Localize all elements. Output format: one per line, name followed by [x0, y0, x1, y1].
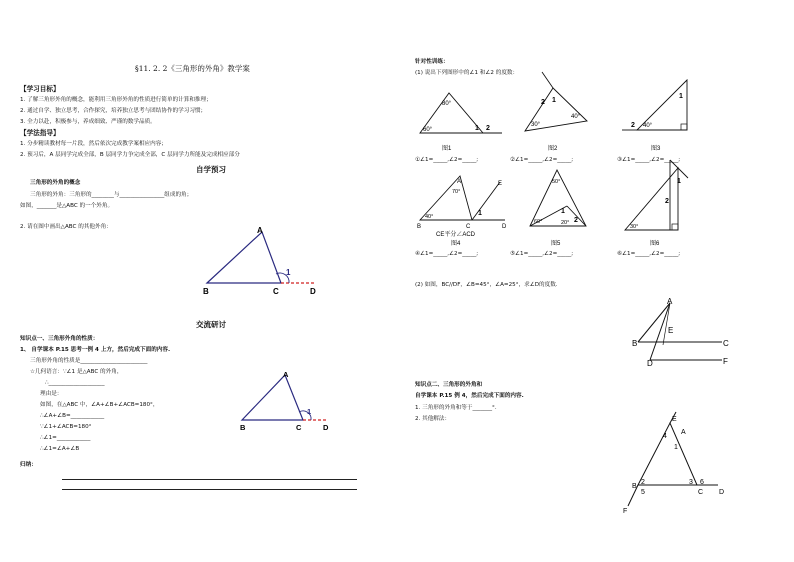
figure-label: 40° — [643, 123, 653, 129]
figure-label: 图5 — [551, 241, 561, 247]
reason-line: ∴∠A+∠B=____________ — [40, 413, 105, 419]
example-line: 如图，_______是△ABC 的一个外角。 — [20, 203, 114, 209]
reason-title: 理由是： — [40, 391, 63, 397]
answer-line: ①∠1=_____,∠2=_____; — [415, 157, 479, 163]
answer-line: ③∠1=_____,∠2=_____; — [617, 157, 681, 163]
figure-label: 3 — [689, 479, 693, 486]
goal-item: 1. 了解三角形外角的概念，能利用三角形外角的性质进行简单的计算和推理； — [20, 97, 212, 103]
figure-label: D — [502, 224, 507, 230]
answer-line: ⑥∠1=_____,∠2=_____; — [617, 251, 681, 257]
figure-label: 2 — [541, 99, 545, 106]
figure-label: 1 — [677, 178, 681, 185]
practice-title: 针对性训练： — [415, 59, 449, 65]
figure-label: E — [668, 326, 674, 335]
summary-label: 归纳： — [20, 462, 37, 468]
property-line: 三角形外角的性质是________________________ — [30, 358, 148, 364]
practice-q1: (1) 说出下列图形中的∠1 和∠2 的度数： — [415, 70, 519, 76]
label-d: D — [323, 423, 329, 432]
kp2-question-2: 2. 其他解法： — [415, 416, 451, 422]
goal-item: 2. 通过自学、独立思考，合作探究，培养独立思考与团结协作的学习习惯； — [20, 108, 207, 114]
figure-label: F — [623, 508, 628, 515]
figure-label: C — [723, 339, 729, 348]
figure-label: F — [723, 357, 728, 366]
method-item: 1. 分步精读教材每一片段，然后依次完成教学案相应内容； — [20, 141, 167, 147]
angle-1: 1 — [307, 407, 312, 416]
figure-label: 80° — [442, 101, 452, 107]
kp2-title: 知识点二、三角形的外角和 — [415, 382, 483, 388]
figure-label: 50° — [552, 179, 561, 185]
figure-label: 图2 — [548, 146, 558, 152]
figure-label: 图3 — [651, 146, 661, 152]
figure-label: 2 — [641, 479, 645, 486]
concept-title: 三角形的外角的概念 — [30, 180, 81, 186]
reason-line: 如图，在△ABC 中，∠A+∠B+∠ACB=180°， — [40, 402, 159, 408]
figure-label: 5 — [641, 489, 645, 496]
exchange-heading: 交流研讨 — [196, 320, 226, 329]
answer-line: ⑤∠1=_____,∠2=_____; — [510, 251, 574, 257]
answer-line: ②∠1=_____,∠2=_____; — [510, 157, 574, 163]
figure-label: 40° — [425, 214, 434, 220]
figure-label: C — [698, 489, 704, 496]
figure-label: C — [466, 224, 471, 230]
method-item: 2. 预习后，A 层同学完成全部，B 层同学力争完成全部，C 层同学力所能及完成相应部分 — [20, 152, 240, 158]
goal-item: 3. 全力以赴，积极参与，养成细致、严谨的数学品质。 — [20, 119, 156, 125]
page-title: §11. 2. 2《三角形的外角》教学案 — [135, 64, 250, 73]
figure-label: 1 — [674, 444, 678, 451]
reason-line: ∴∠1=∠A+∠B — [40, 446, 80, 452]
figure-label: D — [647, 359, 653, 368]
therefore-line: ∴____________________ — [45, 380, 105, 386]
figure-label: 1 — [552, 97, 556, 104]
figure-label: 1 — [478, 210, 482, 217]
figure-label: A — [667, 297, 673, 306]
figure-label: 1 — [679, 93, 683, 100]
figure-label: 60° — [423, 127, 433, 133]
practice-q2: (2) 如图，BC//DF，∠B=45°，∠A=25°，求∠D的度数. — [415, 282, 558, 288]
figure-label: A — [457, 179, 462, 185]
figure-label: 60° — [534, 219, 543, 225]
figure-label: 2 — [665, 198, 669, 205]
figure-label: 2 — [486, 125, 490, 132]
figure-label: B — [417, 224, 422, 230]
question-2: 2. 请在图中画出△ABC 的其他外角： — [20, 224, 112, 230]
angle-1: 1 — [286, 268, 291, 277]
figure-label: 70° — [452, 189, 461, 195]
figure-label: 30° — [531, 122, 541, 128]
label-a: A — [257, 226, 263, 235]
figure-label: 2 — [631, 122, 635, 129]
geo-language: ☆几何语言：∵∠1 是△ABC 的外角， — [30, 369, 123, 375]
kp2-question-1: 1. 三角形的外角和等于_______°. — [415, 405, 497, 411]
label-c: C — [273, 287, 279, 296]
method-title: 【学法指导】 — [20, 129, 60, 137]
figure-label: A — [681, 429, 686, 436]
figure-label: 图4 — [451, 241, 461, 247]
figure-label: 4 — [663, 433, 667, 440]
label-b: B — [203, 287, 209, 296]
figure-label: CE平分∠ACD — [436, 232, 476, 238]
figure-label: B — [632, 483, 637, 490]
figure-label: 20° — [561, 220, 570, 226]
label-c: C — [296, 423, 302, 432]
figure-label: 图6 — [650, 241, 660, 247]
figure-label: B — [632, 339, 638, 348]
figure-label: 40° — [571, 114, 581, 120]
kp1-item: 1、 自学课本 P.15 思考一例 4 上方，然后完成下面的内容. — [20, 347, 171, 353]
reason-line: ∴∠1=____________ — [40, 435, 91, 441]
concept-line: 三角形的外角：三角形的________与________________组成的角； — [30, 192, 193, 198]
goals-title: 【学习目标】 — [20, 85, 60, 93]
figure-label: 1 — [475, 125, 479, 132]
label-a: A — [283, 370, 289, 379]
figure-label: 30° — [630, 224, 639, 230]
figure-label: E — [498, 181, 503, 187]
kp1-title: 知识点一、三角形外角的性质： — [20, 336, 99, 342]
figure-label: D — [719, 489, 725, 496]
reason-line: ∵∠1+∠ACB=180° — [40, 424, 92, 430]
figure-label: 2 — [574, 217, 578, 224]
label-d: D — [310, 287, 316, 296]
figure-label: 1 — [561, 208, 565, 215]
figure-label: E — [672, 416, 677, 423]
self-study-heading: 自学预习 — [196, 165, 226, 174]
kp2-item: 自学课本 P.15 例 4，然后完成下面的内容. — [415, 393, 524, 399]
figure-label: 6 — [700, 479, 704, 486]
figure-label: 图1 — [442, 146, 452, 152]
answer-line: ④∠1=_____,∠2=_____; — [415, 251, 479, 257]
label-b: B — [240, 423, 246, 432]
